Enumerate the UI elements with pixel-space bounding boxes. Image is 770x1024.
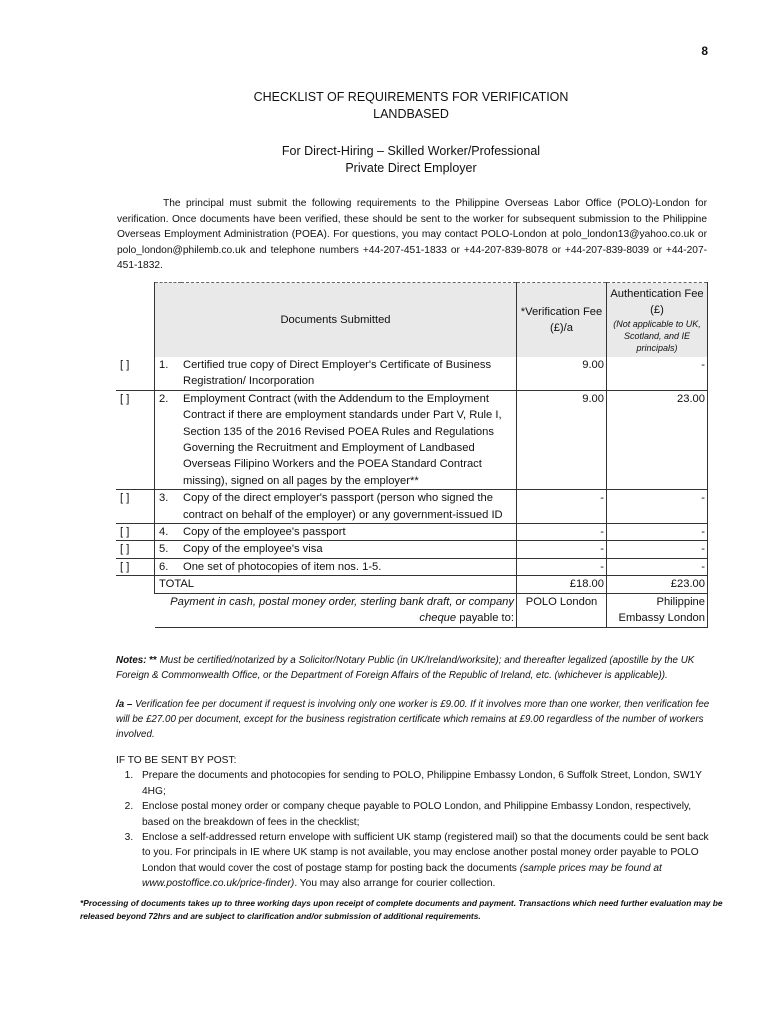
document-description: Copy of the direct employer's passport (person who signed the contract on behalf of the employer) or any government-issued ID <box>181 490 517 524</box>
notes-block-2 <box>116 697 711 742</box>
footer-note: *Processing of documents takes up to three working days upon receipt of complete documents and payment. Transactions which need further evaluation may be released beyond 72hrs and are subject to clarification and/or submission of additional requirements. <box>80 898 723 921</box>
subtitle-line2: Private Direct Employer <box>345 161 477 175</box>
authentication-fee: - <box>607 357 708 390</box>
checkbox: [ ] <box>116 524 155 541</box>
table-row <box>116 357 708 390</box>
document-description: Copy of the employee's visa <box>181 541 517 558</box>
table-row <box>116 390 708 489</box>
post-heading: IF TO BE SENT BY POST: <box>116 755 237 766</box>
post-instructions <box>116 753 716 892</box>
notes-label: Notes: <box>116 655 147 666</box>
total-authentication-fee: £23.00 <box>607 576 708 593</box>
post-item-3 <box>136 830 716 892</box>
checkbox: [ ] <box>116 390 155 489</box>
verification-fee: - <box>517 541 607 558</box>
header-authentication-fee <box>607 283 708 358</box>
intro-paragraph: The principal must submit the following requirements to the Philippine Overseas Labor Office (POLO)-London for verification. Once documents have been verified, these should be sent to the worker for subsequent submission to the Philippine Overseas Employment Administration (POEA). For questions, you may contact POLO-London at polo_london13@yahoo.co.uk or polo_london@philemb.co.uk and telephone numbers +44-207-451-1833 or +44-207-839-8078 or +44-207-839-8039 or +44-207-451-1832. <box>117 198 707 272</box>
notes-text-2: Verification fee per document if request is involving only one worker is £9.00. If it involves more than one worker, then verification fee will be £27.00 per document, except for the business registration certificate which remains at £9.00 regardless of the number of workers involved. <box>116 699 710 740</box>
authentication-fee: - <box>607 558 708 575</box>
authentication-fee: - <box>607 490 708 524</box>
verification-fee: - <box>517 524 607 541</box>
page-number: 8 <box>701 44 708 58</box>
post-list <box>116 768 716 891</box>
requirements-table <box>116 282 708 628</box>
payment-row <box>116 593 708 627</box>
notes-block <box>116 653 711 683</box>
document-description: One set of photocopies of item nos. 1-5. <box>181 558 517 575</box>
header-documents: Documents Submitted <box>155 283 517 358</box>
item-number: 4. <box>155 524 182 541</box>
header-auth-main: Authentication Fee (£) <box>610 287 704 316</box>
table-row <box>116 558 708 575</box>
item-number: 6. <box>155 558 182 575</box>
notes-text-1: Must be certified/notarized by a Solicitor/Notary Public (in UK/Ireland/worksite); and thereafter legalized (apostille by the UK Foreign & Commonwealth Office, or the Department of Foreign Affairs of the Republic of Ireland, etc. (whichever is applicable)). <box>116 655 695 681</box>
authentication-fee: 23.00 <box>607 390 708 489</box>
title-line2: LANDBASED <box>373 107 449 121</box>
verification-fee: - <box>517 558 607 575</box>
item-number: 2. <box>155 390 182 489</box>
document-description: Employment Contract (with the Addendum to the Employment Contract if there are employment standards under Part V, Rule I, Section 135 of the 2016 Revised POEA Rules and Regulations Governing the Recruitment and Employment of Landbased Overseas Filipino Workers and the POEA Standard Contract missing), signed on all pages by the employer** <box>181 390 517 489</box>
payment-text <box>155 593 517 627</box>
post-item-1: 1. Prepare the documents and photocopies for sending to POLO, Philippine Embassy London, 6 Suffolk Street, London, SW1Y 4HG; <box>136 768 716 799</box>
checkbox: [ ] <box>116 541 155 558</box>
verification-fee: 9.00 <box>517 390 607 489</box>
notes-star: ** <box>149 655 157 666</box>
payee-verification: POLO London <box>517 593 607 627</box>
subtitle-line1: For Direct-Hiring – Skilled Worker/Professional <box>281 144 541 158</box>
checkbox: [ ] <box>116 558 155 575</box>
checkbox: [ ] <box>116 357 155 390</box>
payee-authentication: Philippine Embassy London <box>607 593 708 627</box>
table-header-row <box>116 283 708 358</box>
authentication-fee: - <box>607 524 708 541</box>
title-line1: CHECKLIST OF REQUIREMENTS FOR VERIFICATION <box>253 90 569 104</box>
document-description: Copy of the employee's passport <box>181 524 517 541</box>
post-item-3-text: Enclose a self-addressed return envelope with sufficient UK stamp (registered mail) so that the documents could be sent back to you. For principals in IE where UK stamp is not available, you may enclose another postal money order payable to POLO London that would cover the cost of postage stamp for posting back the documents <box>142 832 709 874</box>
payment-tail: payable to: <box>459 612 514 625</box>
total-row <box>116 576 708 593</box>
table-row <box>116 541 708 558</box>
header-verification-fee: *Verification Fee (£)/a <box>517 283 607 358</box>
document-description: Certified true copy of Direct Employer's Certificate of Business Registration/ Incorporation <box>181 357 517 390</box>
post-item-3-italic: (sample prices may be found at www.postoffice.co.uk/price-finder) <box>142 862 662 890</box>
notes-mark-a: /a – <box>116 699 133 710</box>
checkbox: [ ] <box>116 490 155 524</box>
item-number: 5. <box>155 541 182 558</box>
item-number: 1. <box>155 357 182 390</box>
table-row <box>116 490 708 524</box>
verification-fee: - <box>517 490 607 524</box>
authentication-fee: - <box>607 541 708 558</box>
post-item-3-tail: . You may also arrange for courier collection. <box>294 878 496 890</box>
verification-fee: 9.00 <box>517 357 607 390</box>
header-auth-note: (Not applicable to UK, Scotland, and IE principals) <box>613 319 701 354</box>
table-row <box>116 524 708 541</box>
payment-italic: Payment in cash, postal money order, sterling bank draft, or company cheque <box>170 595 514 625</box>
total-label: TOTAL <box>155 576 517 593</box>
item-number: 3. <box>155 490 182 524</box>
total-verification-fee: £18.00 <box>517 576 607 593</box>
post-item-2: 2. Enclose postal money order or company cheque payable to POLO London, and Philippine Embassy London, respectively, based on the breakdown of fees in the checklist; <box>136 799 716 830</box>
